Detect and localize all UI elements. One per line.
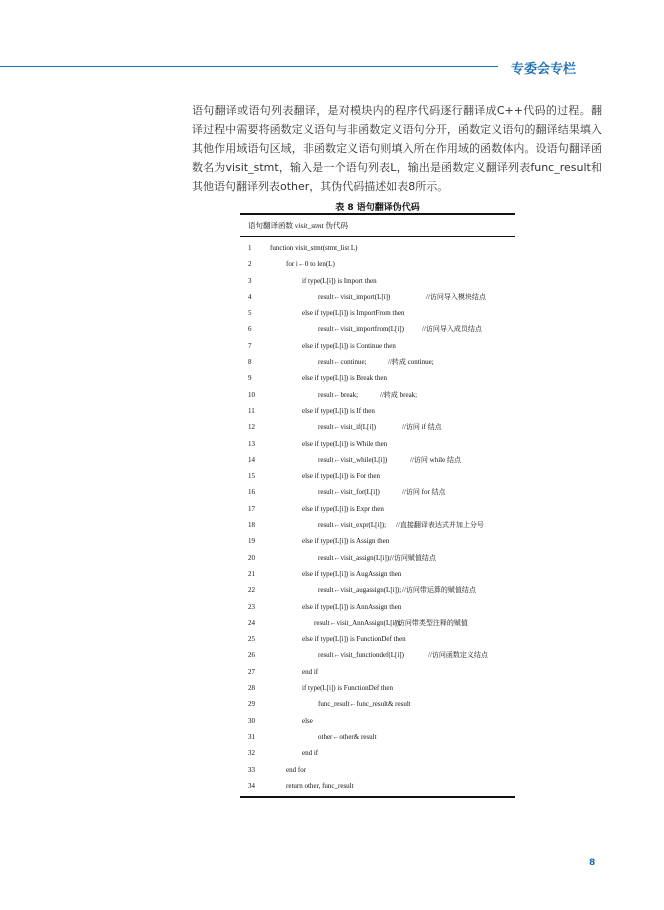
- line-number: 22: [248, 586, 255, 595]
- table-row: [240, 240, 515, 256]
- table-row: [240, 664, 515, 680]
- code-text: result←continue;: [318, 358, 367, 367]
- code-comment: //直接翻译表达式并加上分号: [396, 521, 484, 530]
- code-text: result←visit_while(L[i]): [318, 455, 388, 464]
- code-comment: //访问导入成员结点: [422, 325, 482, 334]
- table-row: [240, 778, 515, 794]
- table-row: [240, 501, 515, 517]
- code-text: else if type(L[i]) is While then: [302, 439, 388, 448]
- code-text: result←visit_importfrom(L[i]): [318, 325, 404, 334]
- code-text: function visit_stmt(stmt_list L): [270, 244, 358, 252]
- table-row: [240, 713, 515, 729]
- code-text: result←visit_augassign(L[i]);: [318, 586, 402, 595]
- code-comment: //转成 break;: [380, 390, 418, 399]
- code-text: end if: [302, 667, 319, 676]
- code-text: result←visit_assign(L[i]);: [318, 553, 392, 562]
- table-row: [240, 305, 515, 321]
- line-number: 17: [248, 504, 255, 513]
- table-row: [240, 680, 515, 696]
- code-text: else if type(L[i]) is AnnAssign then: [302, 602, 402, 611]
- table-header-func: visit_stmt: [294, 221, 324, 230]
- table-row: [240, 533, 515, 549]
- table-row: [240, 615, 515, 631]
- line-number: 5: [248, 309, 252, 318]
- code-text: end if: [302, 749, 319, 758]
- line-number: 3: [248, 276, 252, 285]
- code-comment: //转成 continue;: [388, 358, 434, 367]
- table-caption: 表 8 语句翻译伪代码: [335, 203, 420, 213]
- code-text: else if type(L[i]) is Expr then: [302, 504, 384, 513]
- line-number: 9: [248, 374, 252, 383]
- code-text: else if type(L[i]) is Break then: [302, 374, 387, 383]
- code-text: result←break;: [318, 390, 359, 399]
- line-number: 6: [248, 325, 252, 334]
- line-number: 21: [248, 569, 255, 578]
- code-text: end for: [286, 765, 307, 774]
- table-row: [240, 468, 515, 484]
- line-number: 26: [248, 651, 255, 660]
- page-number: 8: [589, 858, 596, 868]
- line-number: 30: [248, 716, 255, 725]
- line-number: 1: [248, 244, 252, 252]
- line-number: 2: [248, 260, 252, 269]
- table-row: [240, 370, 515, 386]
- table-header-prefix: 语句翻译函数: [248, 221, 295, 230]
- code-text: else: [302, 716, 313, 725]
- code-text: return other, func_result: [286, 781, 354, 790]
- table-row: [240, 452, 515, 468]
- table-row: [240, 403, 515, 419]
- table-row: [240, 599, 515, 615]
- table-row: [240, 762, 515, 778]
- line-number: 18: [248, 521, 255, 530]
- code-text: result←visit_if(L[i]): [318, 423, 376, 432]
- line-number: 27: [248, 667, 255, 676]
- table-row: [240, 484, 515, 500]
- table-row: [240, 696, 515, 712]
- table-body: [240, 237, 515, 796]
- table-header-suffix: 伪代码: [323, 221, 349, 230]
- code-text: other←other& result: [318, 732, 377, 741]
- code-text: result←visit_for(L[i]): [318, 488, 380, 497]
- line-number: 32: [248, 749, 255, 758]
- code-text: else if type(L[i]) is Assign then: [302, 537, 390, 546]
- table-row: [240, 256, 515, 272]
- code-text: result←visit_functiondef(L[i]): [318, 651, 404, 660]
- line-number: 31: [248, 732, 255, 741]
- line-number: 33: [248, 765, 255, 774]
- line-number: 7: [248, 341, 252, 350]
- code-comment: //访问 for 结点: [402, 488, 446, 497]
- code-comment: //访问 if 结点: [402, 423, 442, 432]
- code-text: if type(L[i]) is FunctionDef then: [302, 684, 393, 693]
- table-row: [240, 354, 515, 370]
- table-row: [240, 289, 515, 305]
- line-number: 8: [248, 358, 252, 367]
- line-number: 16: [248, 488, 255, 497]
- line-number: 23: [248, 602, 255, 611]
- table-row: [240, 419, 515, 435]
- line-number: 25: [248, 635, 255, 644]
- section-title: 专委会专栏: [511, 62, 577, 77]
- code-text: for i←0 to len(L): [286, 260, 335, 269]
- code-text: else if type(L[i]) is Continue then: [302, 341, 396, 350]
- code-comment: //访问导入模块结点: [426, 292, 486, 301]
- table-row: [240, 582, 515, 598]
- table-row: [240, 273, 515, 289]
- code-comment: //访问函数定义结点: [428, 651, 488, 660]
- code-comment: //访问带类型注释的赋值: [394, 618, 468, 627]
- line-number: 11: [248, 406, 255, 415]
- line-number: 24: [248, 618, 255, 627]
- table-row: [240, 566, 515, 582]
- body-paragraph: 语句翻译或语句列表翻译，是对模块内的程序代码逐行翻译成C++代码的过程。翻译过程中需要将函数定义语句与非函数定义语句分开，函数定义语句的翻译结果填入其他作用域语句区域，非函数定义语句则填入所在作用域的函数体内。设语句翻译函数名为visit_stmt，输入是一个语句列表L，输出是函数定义翻译列表func_result和其他语句翻译列表other，其伪代码描述如表8所示。: [192, 104, 602, 193]
- line-number: 29: [248, 700, 255, 709]
- line-number: 20: [248, 553, 255, 562]
- table-row: [240, 631, 515, 647]
- line-number: 4: [248, 292, 252, 301]
- code-text: else if type(L[i]) is AugAssign then: [302, 569, 402, 578]
- table-row: [240, 550, 515, 566]
- table-row: [240, 321, 515, 337]
- table-row: [240, 745, 515, 761]
- line-number: 15: [248, 472, 255, 481]
- table-row: [240, 729, 515, 745]
- line-number: 14: [248, 455, 255, 464]
- code-text: result←visit_import(L[i]): [318, 292, 391, 301]
- table-row: [240, 338, 515, 354]
- table-row: [240, 436, 515, 452]
- code-text: else if type(L[i]) is For then: [302, 472, 380, 481]
- code-comment: //访问带运算的赋值结点: [402, 586, 476, 595]
- table-header: [240, 215, 515, 236]
- code-comment: //访问赋值结点: [390, 553, 436, 562]
- line-number: 10: [248, 390, 255, 399]
- code-text: else if type(L[i]) is FunctionDef then: [302, 635, 406, 644]
- code-text: else if type(L[i]) is If then: [302, 406, 375, 415]
- line-number: 19: [248, 537, 255, 546]
- code-text: func_result←func_result& result: [318, 700, 411, 709]
- line-number: 34: [248, 781, 255, 790]
- table-row: [240, 387, 515, 403]
- table-row: [240, 647, 515, 663]
- code-text: result←visit_AnnAssign(L[i]);: [314, 618, 402, 627]
- table-bottom-rule: [240, 796, 515, 798]
- table-row: [240, 517, 515, 533]
- code-text: if type(L[i]) is Import then: [302, 276, 377, 285]
- header-rule: [0, 66, 498, 67]
- pseudocode-table: [240, 213, 515, 798]
- line-number: 28: [248, 684, 255, 693]
- line-number: 12: [248, 423, 255, 432]
- code-text: result←visit_expr(L[i]);: [318, 521, 387, 530]
- code-text: else if type(L[i]) is ImportFrom then: [302, 309, 405, 318]
- line-number: 13: [248, 439, 255, 448]
- code-comment: //访问 while 结点: [410, 455, 461, 464]
